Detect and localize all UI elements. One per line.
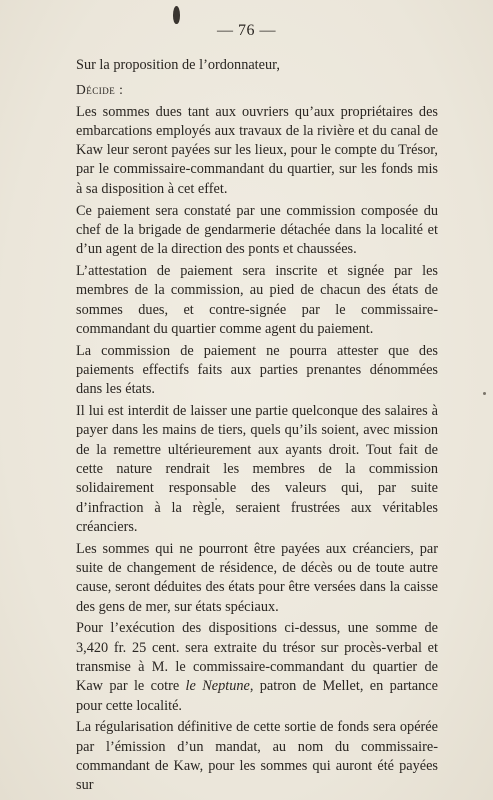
- paragraph: La commission de paiement ne pourra attester que des paiements effectifs faits aux parties prenantes dénommées dans les états.: [76, 342, 438, 398]
- paragraph: La régularisation définitive de cette sortie de fonds sera opérée par l’émission d’un mandat, au nom du commissaire-commandant de Kaw, pour les sommes qui auront été payées sur: [76, 719, 438, 794]
- paragraph-text: Pour l’exécution des dispositions ci-dessus, une somme de 3,420 fr. 25 cent. sera extraite du trésor sur procès-verbal et transmise à M. le commissaire-commandant du quartier de Kaw par le cotre: [76, 620, 438, 695]
- page-body: [76, 56, 438, 798]
- paragraph-text: , patron de Mellet, en partance pour cette localité.: [76, 678, 438, 714]
- paragraph: [76, 619, 438, 715]
- paragraph: Les sommes dues tant aux ouvriers qu’aux propriétaires des embarcations employés aux travaux de la rivière et du canal de Kaw leur seront payées sur les lieux, pour le compte du Trésor, par le commissaire-commandant du quartier, sur les fonds mis à sa disposition à cet effet.: [76, 103, 438, 197]
- ship-name: le Neptune: [185, 678, 250, 695]
- paragraph: Les sommes qui ne pourront être payées aux créanciers, par suite de changement de résidence, de décès ou de toute autre cause, seront déduites des états pour être versées dans la caisse des gens de mer, sur états spéciaux.: [76, 540, 438, 615]
- decide-heading: Décide :: [76, 82, 124, 98]
- paper-speck: [483, 392, 486, 395]
- paragraph: Ce paiement sera constaté par une commission composée du chef de la brigade de gendarmerie détachée dans la localité et d’un agent de la direction des ponts et chaussées.: [76, 202, 438, 258]
- page-number: — 76 —: [217, 22, 276, 39]
- paragraph: L’attestation de paiement sera inscrite et signée par les membres de la commission, au pied de chacun des états de sommes dues, et contre-signée par le commissaire-commandant du quartier comme agent du paiement.: [76, 262, 438, 337]
- intro-line: Sur la proposition de l’ordonnateur,: [76, 57, 280, 73]
- paragraph: Il lui est interdit de laisser une partie quelconque des salaires à payer dans les mains de tiers, quels qu’ils soient, avec mission de la remettre ultérieurement aux ayants droit. Tout fait de cette nature rendrait les membres de la commission solidairement responsable des valeurs qui, par suite d’infraction à la règle, seraient frustrées aux véritables créanciers.: [76, 403, 438, 535]
